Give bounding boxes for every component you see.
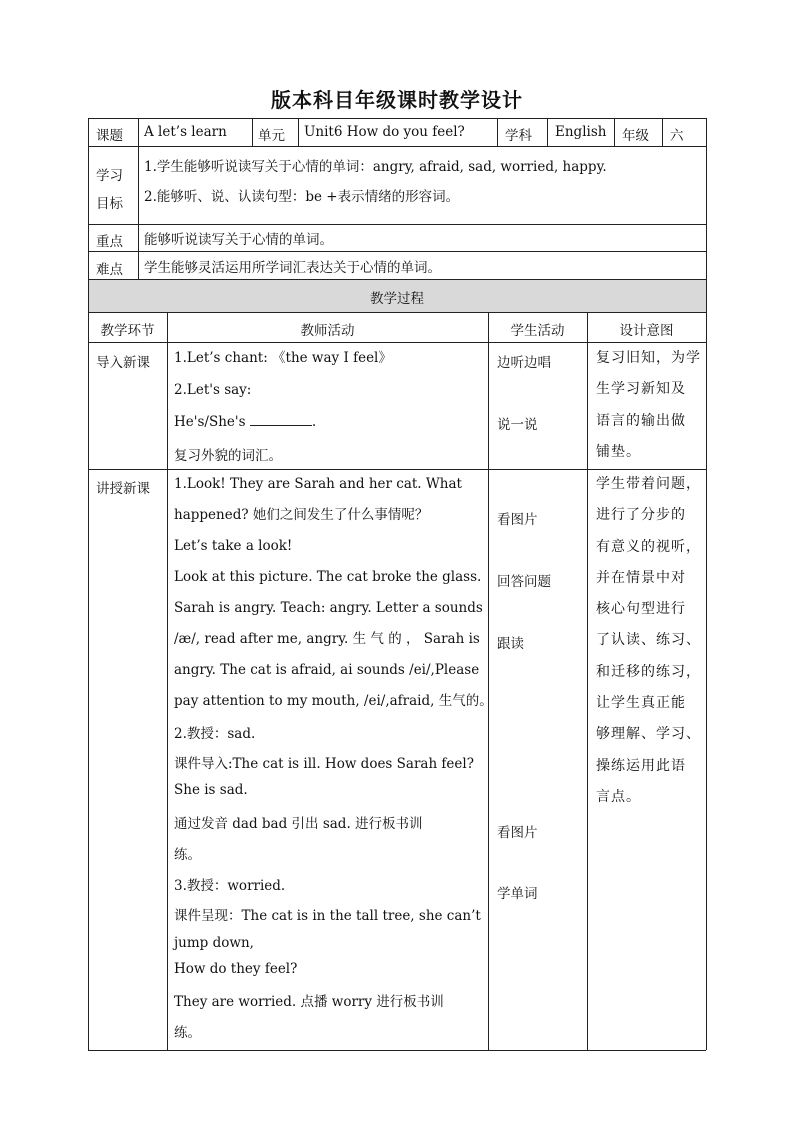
teacher-line: angry. The cat is afraid, ai sounds /ei/,Please bbox=[174, 662, 480, 678]
design-line: 了认读、练习、 bbox=[596, 632, 701, 649]
design-line: 核心句型进行 bbox=[596, 601, 686, 618]
teacher-line: 1.Look! They are Sarah and her cat. What bbox=[174, 476, 462, 492]
fill-blank bbox=[250, 413, 312, 426]
stage-new: 讲授新课 bbox=[96, 481, 150, 497]
topic-value: A let’s learn bbox=[144, 124, 227, 140]
objective-line-2: 2.能够听、说、认读句型：be +表示情绪的形容词。 bbox=[144, 189, 460, 205]
new-teacher-part-a bbox=[174, 469, 493, 717]
teacher-line: Let’s take a look! bbox=[174, 538, 293, 554]
intro-student-1: 边听边唱 bbox=[497, 355, 551, 371]
design-line: 并在情景中对 bbox=[596, 569, 686, 586]
design-line: 进行了分步的 bbox=[596, 507, 686, 524]
difficulty-label: 难点 bbox=[96, 262, 123, 278]
design-line: 言点。 bbox=[596, 788, 641, 805]
teacher-line: pay attention to my mouth, /ei/,afraid, 生气的。 bbox=[174, 693, 493, 709]
design-line: 让学生真正能 bbox=[596, 695, 686, 712]
teacher-line: She is sad. bbox=[174, 782, 248, 798]
subject-value: English bbox=[555, 124, 607, 140]
process-header: 教学过程 bbox=[370, 291, 424, 307]
new-student-5: 学单词 bbox=[497, 886, 538, 902]
grade-label: 年级 bbox=[622, 128, 649, 144]
design-line: 学生带着问题， bbox=[596, 476, 701, 492]
teacher-line: /æ/, read after me, angry. 生 气 的 ， Sarah is bbox=[174, 631, 480, 647]
intro-teacher-2: 2.Let's say: bbox=[174, 382, 252, 398]
design-line: 和迁移的练习， bbox=[596, 663, 701, 680]
col-student: 学生活动 bbox=[510, 323, 565, 339]
teacher-line: How do they feel? bbox=[174, 961, 298, 977]
new-student-2: 回答问题 bbox=[497, 574, 551, 590]
subject-label: 学科 bbox=[505, 128, 532, 144]
objective-line-1: 1.学生能够听说读写关于心情的单词：angry, afraid, sad, worried, happy. bbox=[144, 159, 607, 175]
intro-teacher-3 bbox=[174, 413, 316, 430]
intro-student-2: 说一说 bbox=[497, 417, 538, 433]
new-student-4: 看图片 bbox=[497, 825, 538, 841]
new-student-1: 看图片 bbox=[497, 512, 538, 528]
key-point-text: 能够听说读写关于心情的单词。 bbox=[144, 232, 333, 248]
new-student-3: 跟读 bbox=[497, 636, 524, 652]
stage-intro: 导入新课 bbox=[96, 355, 150, 371]
teacher-line: 通过发音 dad bad 引出 sad. 进行板书训 bbox=[174, 816, 423, 832]
teacher-line: Look at this picture. The cat broke the glass. bbox=[174, 569, 482, 585]
page-title: 版本科目年级课时教学设计 bbox=[271, 88, 523, 112]
col-teacher: 教师活动 bbox=[300, 323, 355, 339]
objectives-label-1: 学习 bbox=[96, 168, 123, 184]
key-point-label: 重点 bbox=[96, 234, 123, 250]
topic-label: 课题 bbox=[96, 128, 123, 144]
new-design bbox=[596, 469, 701, 813]
intro-teacher-1: 1.Let’s chant: 《the way I feel》 bbox=[174, 350, 392, 366]
col-design: 设计意图 bbox=[619, 323, 674, 339]
teacher-line: They are worried. 点播 worry 进行板书训 bbox=[174, 994, 444, 1010]
unit-value: Unit6 How do you feel? bbox=[304, 124, 465, 140]
intro-design-line: 语言的输出做 bbox=[596, 412, 686, 429]
teacher-line: 课件导入:The cat is ill. How does Sarah feel? bbox=[174, 756, 474, 772]
objectives-label-2: 目标 bbox=[96, 196, 123, 212]
col-stage: 教学环节 bbox=[100, 323, 155, 339]
teacher-line: 2.教授：sad. bbox=[174, 726, 256, 742]
teacher-line: 课件呈现：The cat is in the tall tree, she can’t bbox=[174, 908, 481, 924]
unit-label: 单元 bbox=[258, 128, 285, 144]
teacher-line: Sarah is angry. Teach: angry. Letter a sounds bbox=[174, 600, 483, 616]
intro-design-line: 铺垫。 bbox=[596, 443, 641, 460]
teacher-line: 练。 bbox=[174, 847, 201, 863]
intro-design bbox=[596, 343, 701, 468]
design-line: 操练运用此语 bbox=[596, 757, 686, 774]
intro-teacher-3-end: . bbox=[311, 414, 317, 430]
intro-teacher-3-text: He's/She's bbox=[174, 414, 246, 430]
teacher-line: 3.教授：worried. bbox=[174, 878, 286, 894]
design-line: 够理解、学习、 bbox=[596, 726, 701, 743]
grade-value: 六 bbox=[670, 128, 684, 144]
intro-teacher-4: 复习外貌的词汇。 bbox=[174, 448, 282, 464]
intro-design-line: 复习旧知，为学 bbox=[596, 350, 701, 366]
teacher-line: jump down, bbox=[174, 935, 254, 951]
difficulty-text: 学生能够灵活运用所学词汇表达关于心情的单词。 bbox=[144, 260, 441, 276]
teacher-line: 练。 bbox=[174, 1025, 201, 1041]
design-line: 有意义的视听， bbox=[596, 538, 701, 555]
teacher-line: happened? 她们之间发生了什么事情呢？ bbox=[174, 507, 429, 523]
intro-design-line: 生学习新知及 bbox=[596, 381, 686, 398]
